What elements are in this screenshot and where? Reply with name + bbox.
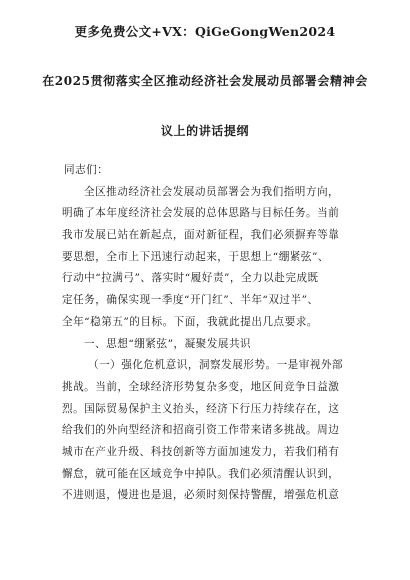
body-line: 行动中“拉满弓”、落实时“履好责”，全力以赴完成既 — [62, 272, 319, 285]
document-title-line-1: 在2025贯彻落实全区推动经济社会发展动员部署会精神会 — [42, 74, 368, 88]
section-heading: 一、思想“绷紧弦”，凝聚发展共识 — [84, 337, 252, 350]
body-line: 全区推动经济社会发展动员部署会为我们指明方向， — [84, 185, 340, 198]
body-line: 要思想，全市上下迅速行动起来，于思想上“绷紧弦”、 — [62, 250, 329, 263]
document-header: 更多免费公文+VX：QiGeGongWen2024 — [74, 24, 336, 39]
body-line: 全年“稳第五”的目标。下面，我就此提出几点要求。 — [62, 315, 318, 328]
body-line: 懈怠，就可能在区域竞争中掉队。我们必须清醒认识到， — [62, 467, 340, 480]
body-line: 我市发展已站在新起点，面对新征程，我们必须摒弃等靠 — [62, 229, 340, 242]
body-line: 给我们的外向型经济和招商引资工作带来诸多挑战。周边 — [62, 424, 340, 437]
document-body — [62, 160, 364, 507]
document-title-line-2: 议上的讲话提纲 — [160, 124, 250, 138]
body-line: 不进则退，慢进也是退，必须时刻保持警醒，增强危机意 — [62, 489, 340, 502]
body-line: 挑战。当前，全球经济形势复杂多变，地区间竞争日益激 — [62, 380, 340, 393]
body-line: 烈。国际贸易保护主义抬头，经济下行压力持续存在，这 — [62, 402, 340, 415]
body-line: （一）强化危机意识，洞察发展形势。一是审视外部 — [88, 359, 344, 372]
body-line: 城市在产业升级、科技创新等方面加速发力，若我们稍有 — [62, 445, 340, 458]
salutation: 同志们： — [64, 164, 109, 176]
body-line: 定任务，确保实现一季度“开门红”、半年“双过半”、 — [62, 294, 319, 307]
body-line: 明确了本年度经济社会发展的总体思路与目标任务。当前 — [62, 207, 340, 220]
